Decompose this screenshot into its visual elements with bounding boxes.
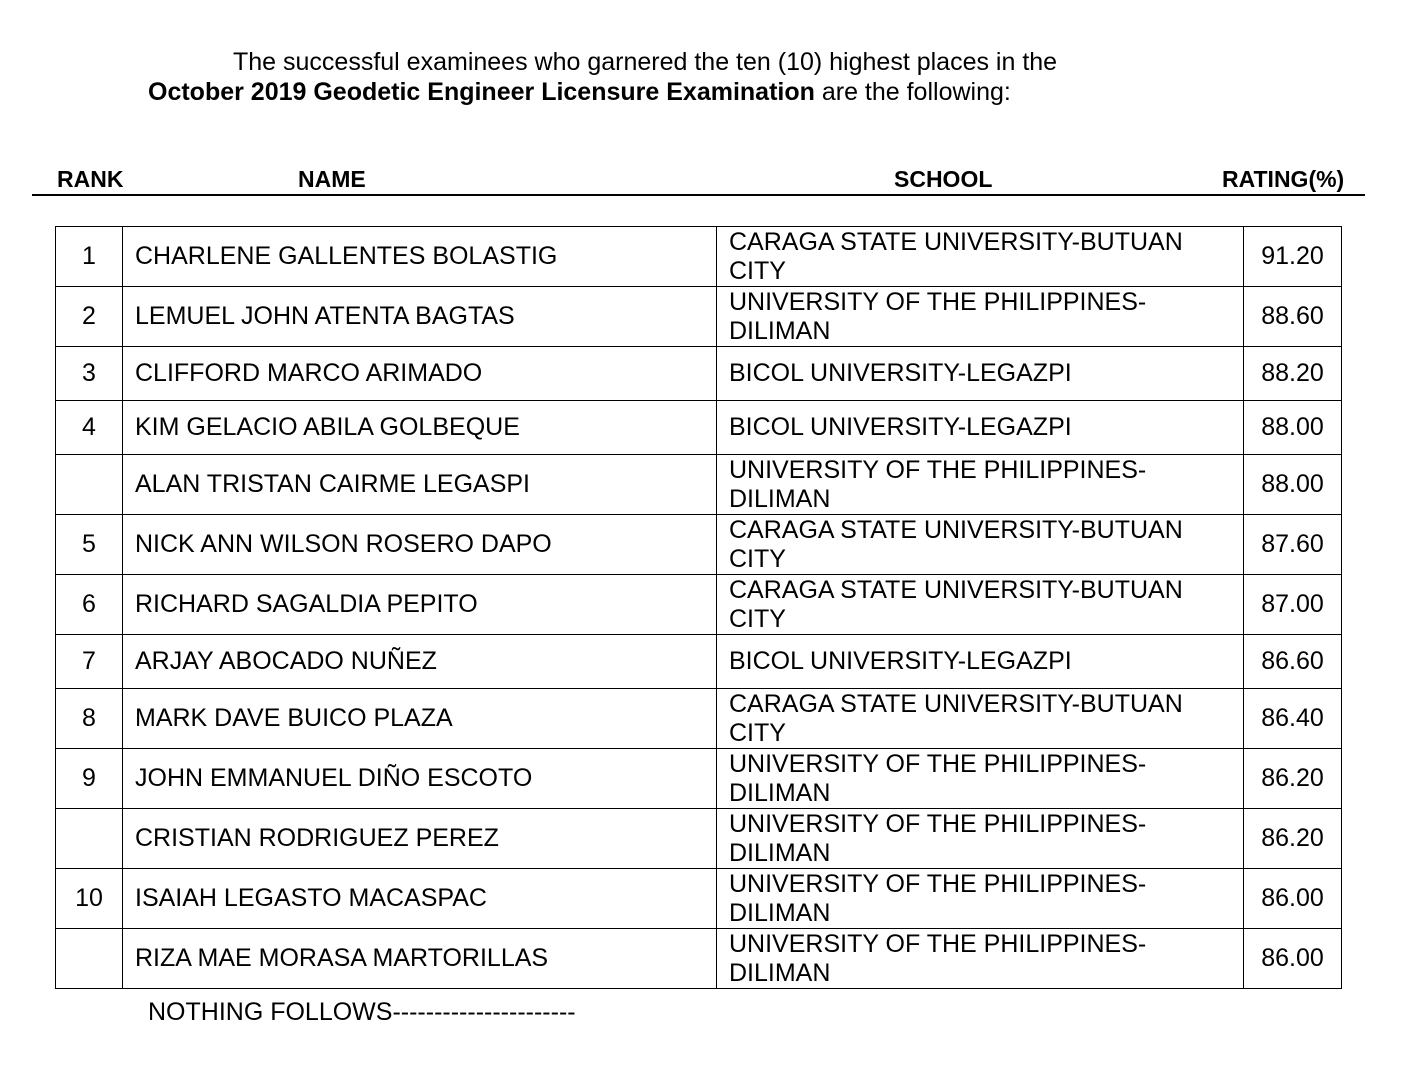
header-rating: RATING(%) (1222, 166, 1345, 192)
name-cell: ARJAY ABOCADO NUÑEZ (123, 635, 717, 689)
school-line-1: CARAGA STATE UNIVERSITY-BUTUAN (729, 227, 1183, 256)
name-cell: ISAIAH LEGASTO MACASPAC (123, 869, 717, 929)
school-line-2: CITY (729, 718, 786, 747)
table-row (56, 287, 1342, 347)
school-cell (717, 227, 1244, 287)
rank-cell: 3 (56, 347, 123, 401)
table-row (56, 929, 1342, 989)
school-line-1: BICOL UNIVERSITY-LEGAZPI (729, 359, 1072, 387)
rating-cell: 86.40 (1244, 689, 1342, 749)
school-line-1: BICOL UNIVERSITY-LEGAZPI (729, 413, 1072, 441)
rank-cell: 5 (56, 515, 123, 575)
school-line-1: UNIVERSITY OF THE PHILIPPINES- (729, 287, 1147, 316)
school-cell (717, 809, 1244, 869)
table-row (56, 347, 1342, 401)
rank-cell: 8 (56, 689, 123, 749)
table-row (56, 515, 1342, 575)
school-line-1: UNIVERSITY OF THE PHILIPPINES- (729, 749, 1147, 778)
school-line-2: DILIMAN (729, 316, 831, 345)
school-line-1: CARAGA STATE UNIVERSITY-BUTUAN (729, 689, 1183, 718)
table-row (56, 227, 1342, 287)
header-rank: RANK (57, 166, 124, 192)
name-cell: ALAN TRISTAN CAIRME LEGASPI (123, 455, 717, 515)
header-rule (32, 194, 1365, 196)
name-cell: KIM GELACIO ABILA GOLBEQUE (123, 401, 717, 455)
school-line-1: CARAGA STATE UNIVERSITY-BUTUAN (729, 515, 1183, 544)
rank-cell: 9 (56, 749, 123, 809)
school-cell (717, 869, 1244, 929)
school-line-2: DILIMAN (729, 838, 831, 867)
school-line-1: UNIVERSITY OF THE PHILIPPINES- (729, 869, 1147, 898)
school-cell (717, 347, 1244, 401)
school-cell (717, 401, 1244, 455)
school-line-2: DILIMAN (729, 898, 831, 927)
school-cell (717, 635, 1244, 689)
results-table (55, 226, 1342, 989)
school-line-2: CITY (729, 256, 786, 285)
school-line-1: UNIVERSITY OF THE PHILIPPINES- (729, 809, 1147, 838)
header-school: SCHOOL (894, 166, 993, 192)
school-cell (717, 455, 1244, 515)
name-cell: NICK ANN WILSON ROSERO DAPO (123, 515, 717, 575)
rating-cell: 86.60 (1244, 635, 1342, 689)
table-row (56, 749, 1342, 809)
table-row (56, 869, 1342, 929)
school-line-2: DILIMAN (729, 958, 831, 987)
intro-line-2-rest: are the following: (814, 78, 1011, 106)
rank-cell (56, 455, 123, 515)
rating-cell: 86.00 (1244, 869, 1342, 929)
exam-title: October 2019 Geodetic Engineer Licensure Examination (148, 78, 815, 106)
rating-cell: 86.00 (1244, 929, 1342, 989)
name-cell: MARK DAVE BUICO PLAZA (123, 689, 717, 749)
school-cell (717, 689, 1244, 749)
name-cell: JOHN EMMANUEL DIÑO ESCOTO (123, 749, 717, 809)
rank-cell: 2 (56, 287, 123, 347)
school-cell (717, 287, 1244, 347)
rank-cell (56, 929, 123, 989)
header-name: NAME (298, 166, 366, 192)
rating-cell: 86.20 (1244, 809, 1342, 869)
school-cell (717, 749, 1244, 809)
name-cell: RIZA MAE MORASA MARTORILLAS (123, 929, 717, 989)
school-line-1: UNIVERSITY OF THE PHILIPPINES- (729, 455, 1147, 484)
rating-cell: 88.00 (1244, 455, 1342, 515)
rating-cell: 91.20 (1244, 227, 1342, 287)
name-cell: LEMUEL JOHN ATENTA BAGTAS (123, 287, 717, 347)
rating-cell: 86.20 (1244, 749, 1342, 809)
school-cell (717, 515, 1244, 575)
rank-cell (56, 809, 123, 869)
rating-cell: 87.60 (1244, 515, 1342, 575)
table-row (56, 455, 1342, 515)
table-row (56, 635, 1342, 689)
name-cell: CRISTIAN RODRIGUEZ PEREZ (123, 809, 717, 869)
school-line-2: DILIMAN (729, 484, 831, 513)
results-body (56, 227, 1342, 989)
table-row (56, 689, 1342, 749)
rating-cell: 88.20 (1244, 347, 1342, 401)
rating-cell: 88.60 (1244, 287, 1342, 347)
intro-line-1: The successful examinees who garnered the ten (10) highest places in the (233, 48, 1058, 76)
rating-cell: 87.00 (1244, 575, 1342, 635)
name-cell: CLIFFORD MARCO ARIMADO (123, 347, 717, 401)
school-line-1: UNIVERSITY OF THE PHILIPPINES- (729, 929, 1147, 958)
rank-cell: 4 (56, 401, 123, 455)
rank-cell: 6 (56, 575, 123, 635)
school-cell (717, 929, 1244, 989)
rank-cell: 7 (56, 635, 123, 689)
name-cell: RICHARD SAGALDIA PEPITO (123, 575, 717, 635)
nothing-follows: NOTHING FOLLOWS---------------------- (148, 998, 576, 1026)
intro-line-2 (148, 77, 1011, 107)
school-line-2: CITY (729, 604, 786, 633)
name-cell: CHARLENE GALLENTES BOLASTIG (123, 227, 717, 287)
school-line-1: BICOL UNIVERSITY-LEGAZPI (729, 647, 1072, 675)
rank-cell: 10 (56, 869, 123, 929)
rank-cell: 1 (56, 227, 123, 287)
table-row (56, 575, 1342, 635)
table-row (56, 401, 1342, 455)
rating-cell: 88.00 (1244, 401, 1342, 455)
school-cell (717, 575, 1244, 635)
table-row (56, 809, 1342, 869)
school-line-1: CARAGA STATE UNIVERSITY-BUTUAN (729, 575, 1183, 604)
school-line-2: DILIMAN (729, 778, 831, 807)
school-line-2: CITY (729, 544, 786, 573)
